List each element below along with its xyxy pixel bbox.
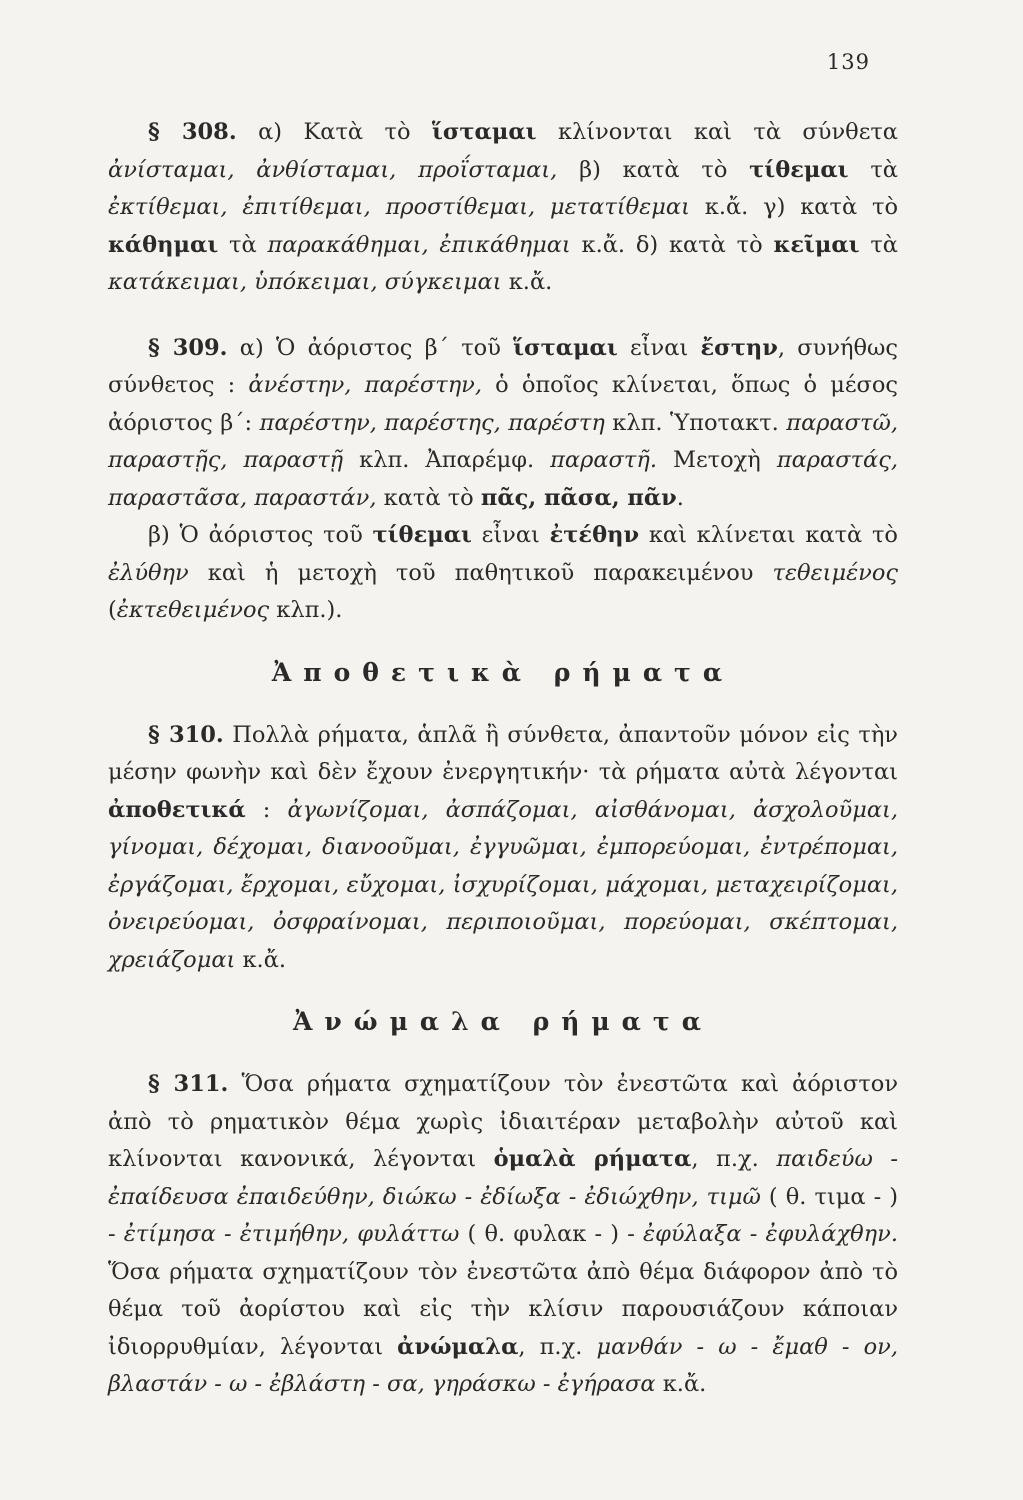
italic-term: ἀγωνίζομαι, ἀσπάζομαι, αἰσθάνομαι, ἀσχολοῦμαι, γίνομαι, δέχομαι, διανοοῦμαι, ἐγγυῶμαι, ἐμπορεύομαι, ἐντρέπομαι, ἐργάζομαι, ἔρχομαι, εὔχομαι, ἰσχυρίζομαι, μάχομαι, μεταχειρίζομαι, ὀνειρεύομαι, ὀσφραίνομαι, περιποιοῦμαι, πορεύομαι, σκέπτομαι, χρειάζομαι (108, 796, 898, 973)
text-run: . (676, 484, 684, 511)
bold-term: τίθεμαι (372, 522, 472, 548)
text-run: , π.χ. (691, 1146, 777, 1172)
bold-term: ἐτέθην (549, 522, 640, 548)
bold-term: ἀποθετικά (108, 796, 246, 823)
italic-term: ἀνίσταμαι, ἀνθίσταμαι, προΐσταμαι, (108, 156, 558, 183)
text-run: κλπ. Ὑποτακτ. (604, 409, 787, 436)
italic-term: παρέστην, παρέστης, παρέστη (259, 409, 605, 436)
section-309-b (108, 517, 898, 630)
italic-term: παιδεύω - ἐπαίδευσα ἐπαιδεύθην, διώκω - ἐδίωξα - ἐδιώχθην, τιμῶ (108, 1146, 898, 1210)
bold-term: κεῖμαι (773, 231, 860, 258)
italic-term: ἐλύθην (108, 559, 189, 586)
text-run: β) κατὰ τὸ (557, 156, 750, 183)
bold-term: ἵσταμαι (513, 334, 618, 361)
text-run: κ.ἄ. γ) κατὰ τὸ (689, 194, 898, 220)
text-run: , π.χ. (518, 1333, 597, 1360)
heading-irregular-verbs: Ἀνώμαλα ρήματα (293, 1007, 713, 1036)
section-mark: § 310. (148, 721, 224, 748)
text-run: Ὅσα ρήματα σχηματίζουν τὸν ἐνεστῶτα ἀπὸ θέμα διάφορον ἀπὸ τὸ θέμα τοῦ ἀορίστου καὶ εἰς τὴν κλίσιν παρουσιάζουν κάποιαν ἰδιορρυθμίαν, λέγονται (108, 1258, 898, 1360)
text-run: ( θ. φυλακ - ) (459, 1221, 628, 1247)
page-number: 139 (826, 50, 870, 74)
text-run: ( (108, 597, 117, 623)
text-run: ( θ. τιμα - ) (760, 1183, 898, 1210)
italic-term: ἀνέστην, παρέστην, (248, 372, 482, 398)
bold-term: κάθημαι (108, 231, 219, 258)
bold-term: ἔστην (700, 334, 778, 361)
italic-term: παραστάς, παραστᾶσα, παραστάν, (108, 447, 898, 511)
section-mark: § 309. (148, 334, 228, 361)
section-mark: § 311. (148, 1071, 229, 1097)
italic-term: - ἐτίμησα - ἐτιμήθην, φυλάττω (108, 1221, 460, 1247)
section-309 (108, 330, 898, 518)
italic-term: κατάκειμαι, ὑπόκειμαι, σύγκειμαι (108, 269, 502, 295)
bold-term: τίθεμαι (749, 156, 849, 183)
text-run: τὰ (218, 231, 268, 258)
book-page (108, 50, 898, 1404)
text-run: : (245, 796, 288, 823)
text-run: Πολλὰ ρήματα, ἁπλᾶ ἢ σύνθετα, ἀπαντοῦν μόνον εἰς τὴν μέσην φωνὴν καὶ δὲν ἔχουν ἐνεργητικήν· τὰ ρήματα αὐτὰ λέγονται (108, 721, 898, 785)
italic-term: ἐκτίθεμαι, ἐπιτίθεμαι, προστίθεμαι, μετατίθεμαι (108, 194, 690, 220)
bold-term: ἵσταμαι (431, 119, 537, 145)
text-run: κλίνονται καὶ τὰ σύνθετα (536, 119, 898, 145)
text-run: α) Ὁ ἀόριστος β΄ τοῦ (227, 334, 514, 361)
text-run: α) Κατὰ τὸ (236, 119, 432, 145)
text-run: εἶναι (617, 334, 701, 361)
italic-term: τεθειμένος (772, 559, 898, 586)
text-run: Μετοχὴ (656, 447, 777, 473)
text-run: τὰ (859, 231, 898, 258)
text-run: κ.ἄ. δ) κατὰ τὸ (570, 231, 774, 258)
text-run: εἶναι (471, 522, 550, 548)
bold-term: πᾶς, πᾶσα, πᾶν (480, 484, 677, 511)
italic-term: παραστῆ. (550, 447, 657, 473)
text-run: κατὰ τὸ (376, 484, 481, 511)
bold-term: ὁμαλὰ ρήματα (493, 1146, 692, 1172)
text-run: καὶ κλίνεται κατὰ τὸ (639, 522, 898, 548)
text-run: καὶ ἡ μετοχὴ τοῦ παθητικοῦ παρακειμένου (188, 559, 773, 586)
heading-deponent-verbs: Ἀποθετικὰ ρήματα (271, 657, 735, 687)
section-mark: § 308. (148, 119, 237, 145)
text-run: κλπ. Ἀπαρέμφ. (343, 447, 551, 473)
bold-term: ἀνώμαλα (397, 1333, 519, 1360)
italic-term: - ἐφύλαξα - ἐφυλάχθην. (627, 1221, 898, 1247)
text-run: β) Ὁ ἀόριστος τοῦ (148, 522, 373, 548)
italic-term: μανθάν - ω - ἔμαθ - ον, βλαστάν - ω - ἐβλάστη - σα, γηράσκω - ἐγήρασα (108, 1333, 898, 1397)
section-308 (108, 114, 898, 302)
text-run: ὁ ὁποῖος κλίνεται, ὅπως ὁ μέσος ἀόριστος β΄: (108, 372, 898, 436)
text-run: κλπ.). (269, 597, 343, 623)
italic-term: παραστῶ, παραστῇς, παραστῇ (108, 409, 898, 473)
text-run: , συνήθως σύνθετος : (108, 334, 898, 398)
text-run: κ.ἄ. (235, 946, 287, 973)
section-311 (108, 1066, 898, 1404)
text-run: Ὅσα ρήματα σχηματίζουν τὸν ἐνεστῶτα καὶ ἀόριστον ἀπὸ τὸ ρηματικὸν θέμα χωρὶς ἰδιαιτέραν μεταβολὴν αὐτοῦ καὶ κλίνονται κανονικά, λέγονται (108, 1071, 899, 1172)
italic-term: ἐκτεθειμένος (116, 597, 270, 623)
italic-term: παρακάθημαι, ἐπικάθημαι (267, 231, 571, 258)
text-run: κ.ἄ. (655, 1371, 707, 1397)
text-run: κ.ἄ. (501, 269, 553, 295)
section-310 (108, 717, 898, 980)
text-run: τὰ (848, 156, 899, 183)
